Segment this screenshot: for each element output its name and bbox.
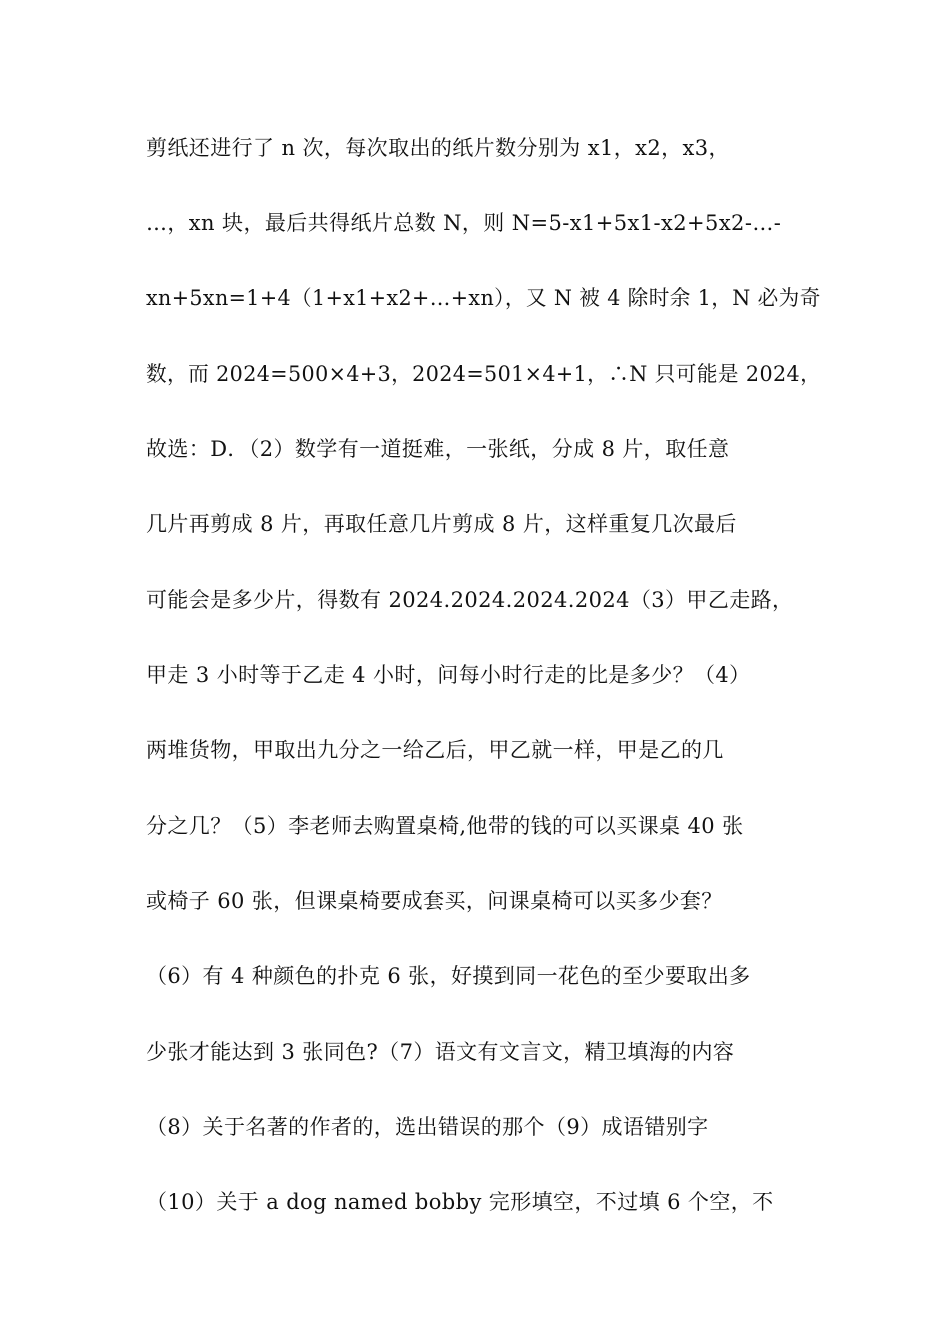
text-line: 少张才能达到 3 张同色?（7）语文有文言文，精卫填海的内容 [146,1040,735,1064]
text-line: 或椅子 60 张，但课桌椅要成套买，问课桌椅可以买多少套？ [146,889,723,913]
text-line: （8）关于名著的作者的，选出错误的那个（9）成语错别字 [146,1115,709,1139]
text-line: （6）有 4 种颜色的扑克 6 张，好摸到同一花色的至少要取出多 [146,964,751,988]
text-line: 可能会是多少片，得数有 2024.2024.2024.2024（3）甲乙走路， [146,588,794,612]
text-line: 故选：D．（2）数学有一道挺难，一张纸，分成 8 片，取任意 [146,437,730,461]
text-line: 几片再剪成 8 片，再取任意几片剪成 8 片，这样重复几次最后 [146,512,737,536]
text-line: xn+5xn=1+4（1+x1+x2+…+xn），又 N 被 4 除时余 1，N 必为奇 [146,286,821,310]
text-line: （10）关于 a dog named bobby 完形填空，不过填 6 个空，不 [146,1190,774,1214]
text-line: …，xn 块，最后共得纸片总数 N，则 N=5-x1+5x1-x2+5x2-…- [146,211,782,235]
text-line: 两堆货物，甲取出九分之一给乙后，甲乙就一样，甲是乙的几 [146,738,724,762]
text-line: 分之几？（5）李老师去购置桌椅,他带的钱的可以买课桌 40 张 [146,814,744,838]
text-line: 剪纸还进行了 n 次，每次取出的纸片数分别为 x1，x2，x3， [146,136,730,160]
text-line: 数，而 2024=500×4+3，2024=501×4+1，∴N 只可能是 2024， [146,362,822,386]
text-line: 甲走 3 小时等于乙走 4 小时，问每小时行走的比是多少？（4） [146,663,751,687]
